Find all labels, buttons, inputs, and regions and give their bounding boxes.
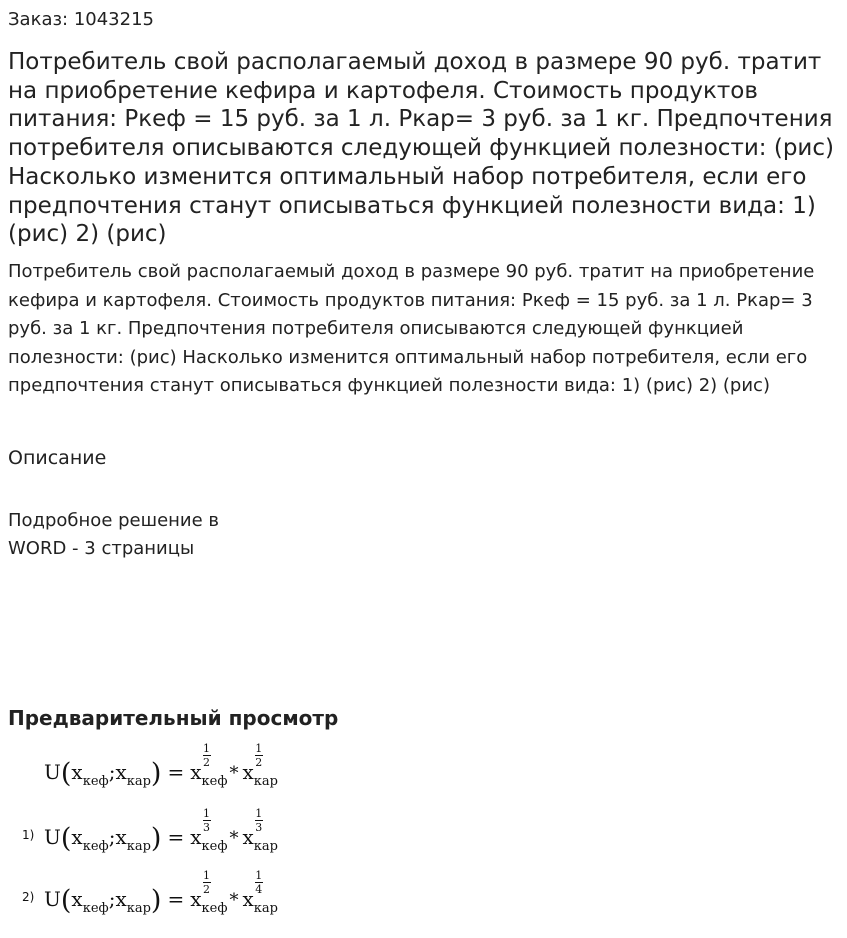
formula-var: x <box>71 760 83 784</box>
formula-eq: = <box>167 760 185 784</box>
formula-utility-1: 1) $U(x_{кеф};x_{кар}) = x$ 1 3 $_{кеф}$ * x 1 3 $_{кар}$ <box>22 807 278 854</box>
formula-sub-kar: кар <box>253 901 278 916</box>
formula-var: x <box>190 760 202 784</box>
formula-var: x <box>242 887 254 911</box>
formula-sub-kar: кар <box>126 901 151 916</box>
formula-number: 1) <box>22 828 35 842</box>
formula-eq: = <box>167 887 185 911</box>
formula-sub-kar: кар <box>126 839 151 854</box>
task-heading: Потребитель свой располагаемый доход в размере 90 руб. тратит на приобретение кефира и картофеля. Стоимость продуктов питания: Ркеф = 15 руб. за 1 л. Ркар= 3 руб. за 1 кг. Предпочтения потребителя описываются следующей функцией полезности: (рис) Насколько изменится оптимальный набор потребителя, если его предпочтения станут описываться функцией полезности вида: 1) (рис) 2) (рис) <box>8 49 835 248</box>
formula-sub-kef: кеф <box>82 901 109 916</box>
exponent-fraction: 1 2 <box>203 869 211 896</box>
formula-var: x <box>115 760 127 784</box>
formula-sub-kef: кеф <box>82 839 109 854</box>
preview-title: Предварительный просмотр <box>8 706 339 730</box>
formula-var: x <box>242 760 254 784</box>
formula-sub-kef: кеф <box>82 774 109 789</box>
formula-number: 2) <box>22 890 35 904</box>
formula-eq: = <box>167 825 185 849</box>
description-label: Описание <box>8 447 107 469</box>
formula-multiply: * <box>229 890 239 911</box>
formula-sub-kar: кар <box>126 774 151 789</box>
formula-sub-kef: кеф <box>201 901 228 916</box>
formula-var: x <box>115 825 127 849</box>
formula-sub-kar: кар <box>253 839 278 854</box>
formula-utility-2: 2) $U(x_{кеф};x_{кар}) = x$ 1 2 $_{кеф}$ * x 1 4 $_{кар}$ <box>22 869 278 916</box>
formula-sep: ; <box>108 825 116 849</box>
formula-sub-kef: кеф <box>201 839 228 854</box>
formula-utility-base: $U(x_{кеф};x_{кар}) = x$ 1 2 $_{кеф}$ * x 1 2 $_{кар}$ <box>44 742 278 789</box>
formula-var: x <box>71 887 83 911</box>
exponent-fraction: 1 3 <box>255 807 263 834</box>
order-number: Заказ: 1043215 <box>8 9 154 30</box>
formula-var: x <box>190 887 202 911</box>
formula-var: x <box>242 825 254 849</box>
formula-var: x <box>71 825 83 849</box>
formula-sub-kef: кеф <box>201 774 228 789</box>
formula-sep: ; <box>108 760 116 784</box>
formula-var: x <box>115 887 127 911</box>
exponent-fraction: 1 2 <box>255 742 263 769</box>
task-body: Потребитель свой располагаемый доход в размере 90 руб. тратит на приобретение кефира и картофеля. Стоимость продуктов питания: Ркеф = 15 руб. за 1 л. Ркар= 3 руб. за 1 кг. Предпочтения потребителя описываются следующей функцией полезности: (рис) Насколько изменится оптимальный набор потребителя, если его предпочтения станут описываться функцией полезности вида: 1) (рис) 2) (рис) <box>8 261 815 397</box>
formula-var: x <box>190 825 202 849</box>
formula-multiply: * <box>229 828 239 849</box>
formula-sub-kar: кар <box>253 774 278 789</box>
formula-fn: U <box>44 887 61 911</box>
exponent-fraction: 1 4 <box>255 869 263 896</box>
formula-fn: U <box>44 760 61 784</box>
exponent-fraction: 1 2 <box>203 742 211 769</box>
formula-fn: U <box>44 825 61 849</box>
formula-multiply: * <box>229 763 239 784</box>
exponent-fraction: 1 3 <box>203 807 211 834</box>
description-text: Подробное решение в WORD - 3 страницы <box>8 510 220 559</box>
formula-sep: ; <box>108 887 116 911</box>
